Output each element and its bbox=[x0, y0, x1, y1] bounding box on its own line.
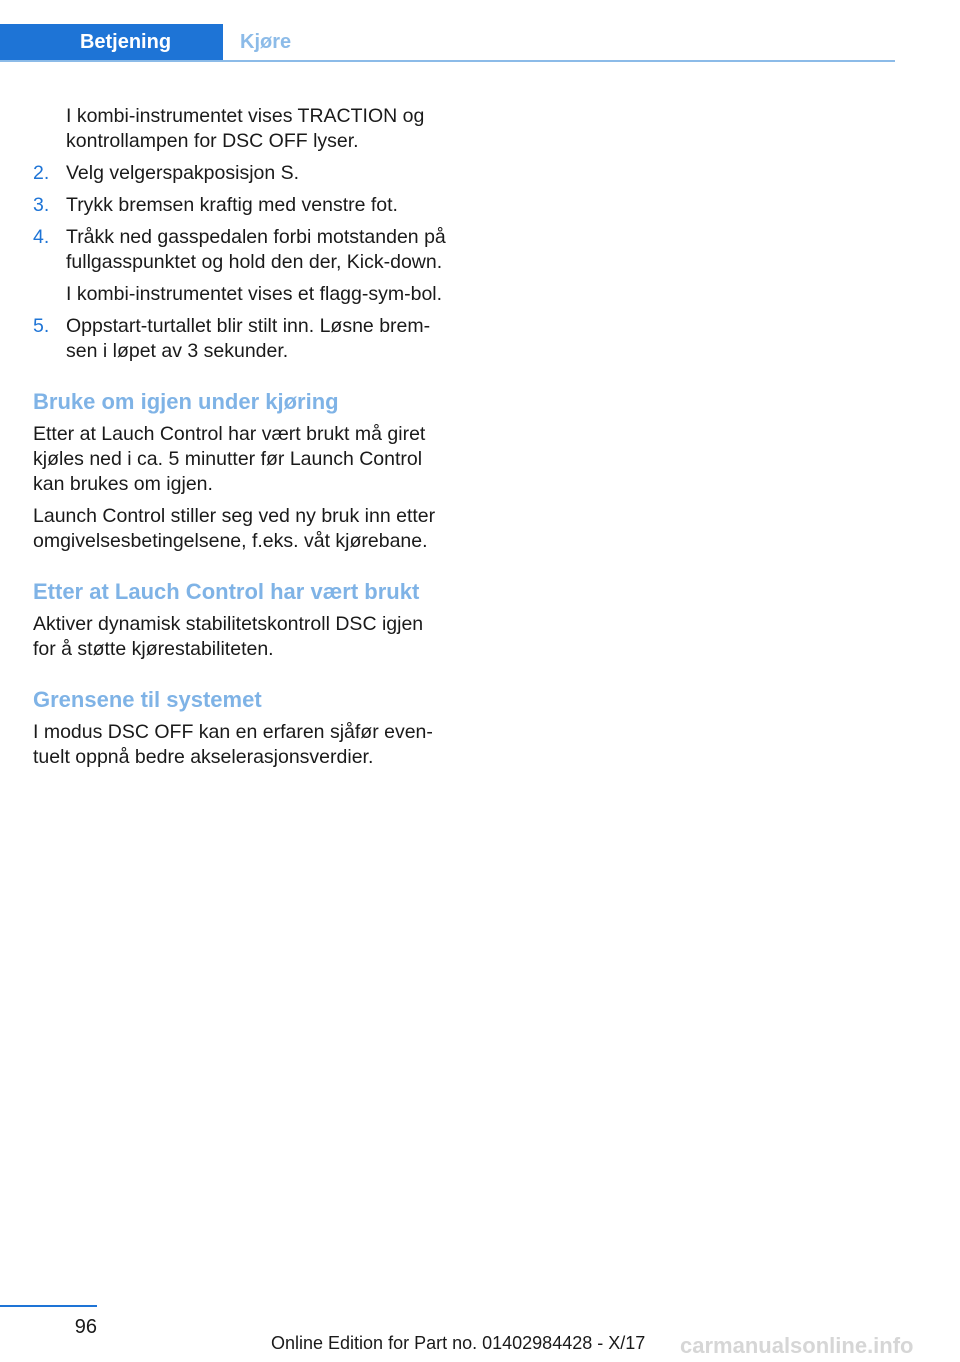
step-text: Velg velgerspakposisjon S. bbox=[66, 162, 300, 184]
intro-text: I kombi-instrumentet vises TRACTION og kontrollampen for DSC OFF lyser. bbox=[66, 105, 425, 152]
header-rule bbox=[0, 60, 895, 62]
footer-rule bbox=[0, 1305, 97, 1307]
section-heading: Bruke om igjen under kjøring bbox=[33, 389, 339, 414]
step-number: 2. bbox=[33, 162, 50, 184]
step-item bbox=[33, 314, 451, 364]
step-text: Trykk bremsen kraftig med venstre fot. bbox=[66, 194, 398, 216]
chapter-header bbox=[0, 24, 895, 62]
step-note: I kombi-instrumentet vises et flagg-sym‐bol. bbox=[66, 283, 443, 305]
page-number: 96 bbox=[74, 1316, 97, 1338]
main-content bbox=[33, 104, 451, 777]
section-heading: Etter at Lauch Control har vært brukt bbox=[33, 579, 420, 604]
step-item bbox=[33, 193, 451, 218]
edition-text: Online Edition for Part no. 01402984428 - X/17 bbox=[271, 1333, 646, 1353]
step-number: 3. bbox=[33, 194, 50, 216]
step-text: Tråkk ned gasspedalen forbi motstanden på fullgasspunktet og hold den der, Kick‐down. bbox=[66, 226, 446, 273]
section-paragraph: Launch Control stiller seg ved ny bruk inn etter omgivelsesbetingelsene, f.eks. våt kjørebane. bbox=[33, 505, 436, 552]
watermark: carmanualsonline.info bbox=[680, 1333, 914, 1358]
step-item bbox=[33, 225, 451, 275]
tab-kjore[interactable]: Kjøre bbox=[240, 31, 292, 53]
step-item bbox=[33, 161, 451, 186]
section-paragraph: I modus DSC OFF kan en erfaren sjåfør even‐tuelt oppnå bedre akselerasjonsverdier. bbox=[33, 721, 433, 768]
tab-betjening[interactable]: Betjening bbox=[0, 24, 223, 60]
step-text: Oppstart-turtallet blir stilt inn. Løsne brem‐sen i løpet av 3 sekunder. bbox=[66, 315, 431, 362]
step-number: 5. bbox=[33, 315, 50, 337]
section-paragraph: Aktiver dynamisk stabilitetskontroll DSC igjen for å støtte kjørestabiliteten. bbox=[33, 613, 424, 660]
step-number: 4. bbox=[33, 226, 50, 248]
section-heading: Grensene til systemet bbox=[33, 687, 262, 712]
section-paragraph: Etter at Lauch Control har vært brukt må giret kjøles ned i ca. 5 minutter før Launch Control kan brukes om igjen. bbox=[33, 423, 426, 495]
